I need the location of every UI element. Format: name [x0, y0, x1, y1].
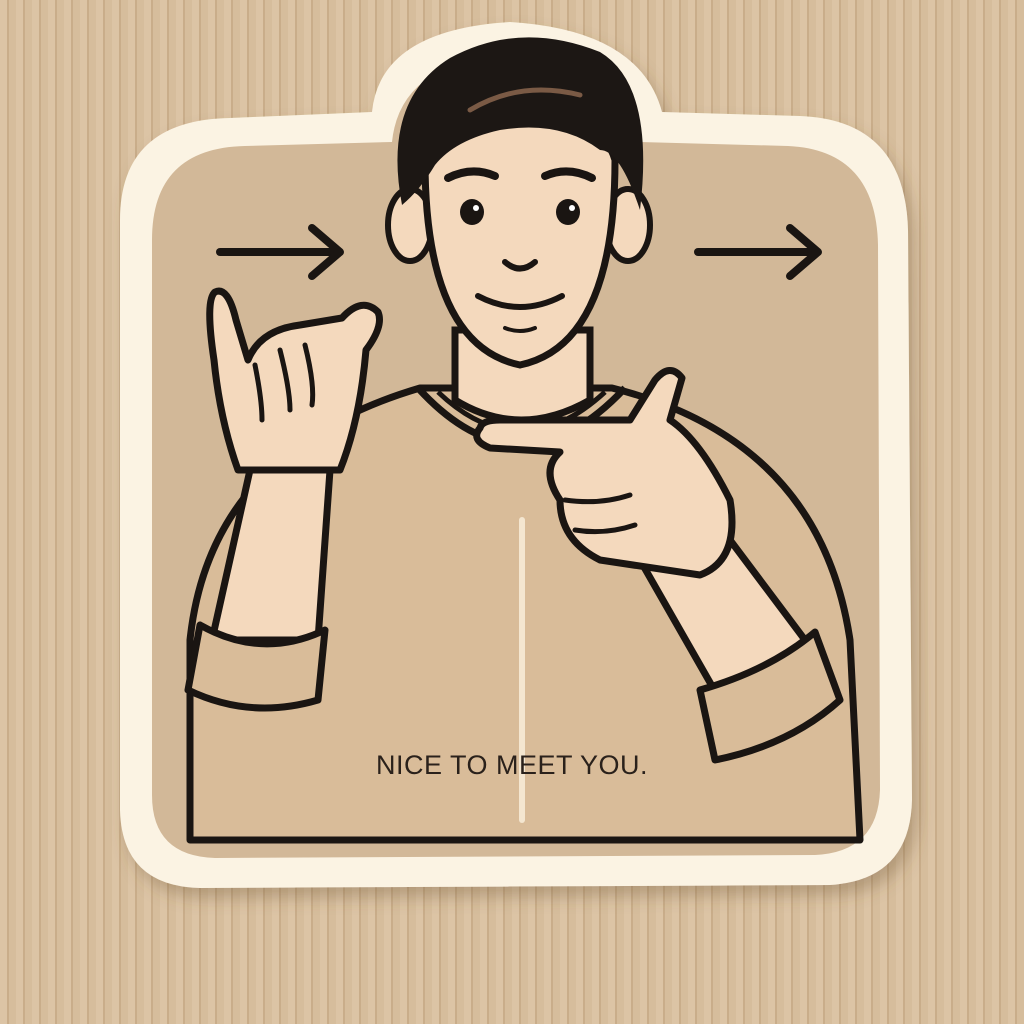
- left-eye-shine: [473, 205, 479, 211]
- right-eye-shine: [569, 205, 575, 211]
- left-eye: [460, 199, 484, 225]
- right-eye: [556, 199, 580, 225]
- caption-text: NICE TO MEET YOU.: [375, 750, 649, 780]
